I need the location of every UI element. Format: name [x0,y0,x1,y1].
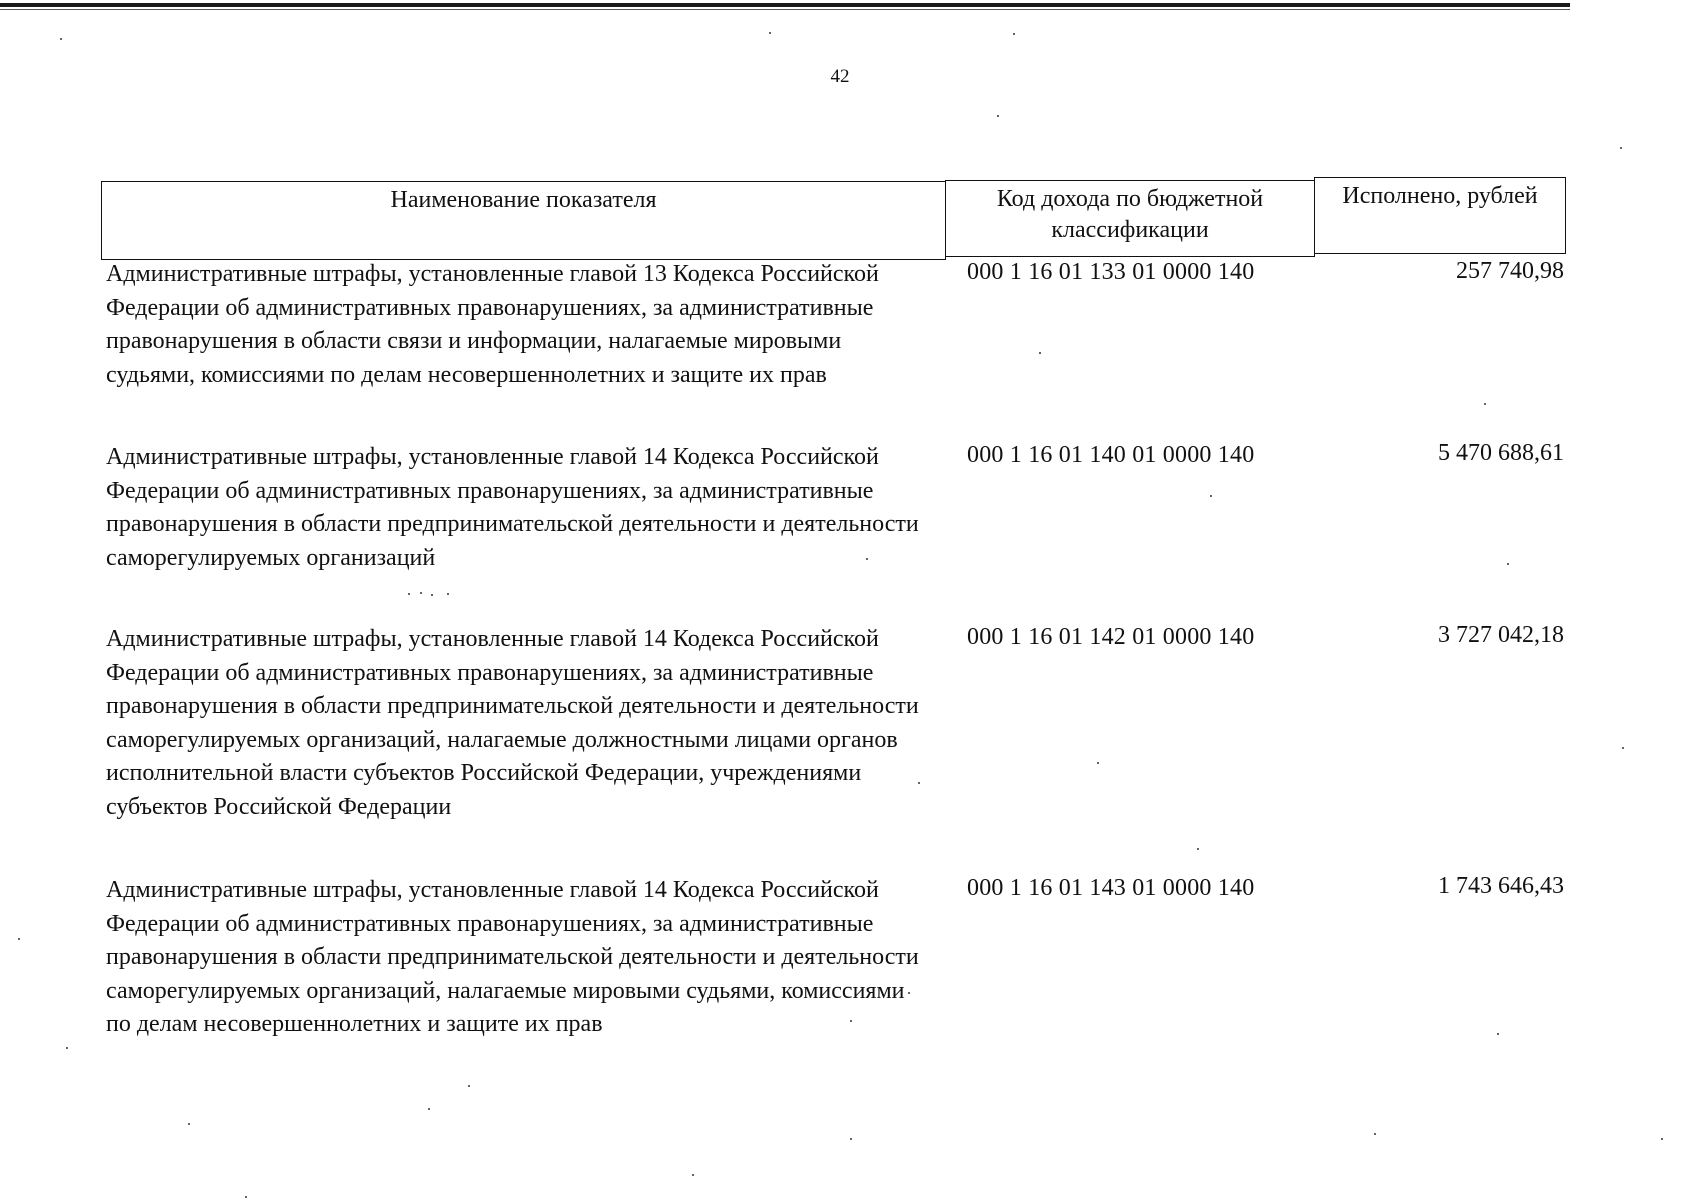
scan-speck [408,593,410,595]
top-border-line-thin [0,9,1570,10]
scan-speck [1622,747,1624,749]
scan-speck [1507,563,1509,565]
scan-speck [428,1108,430,1110]
column-header-code: Код дохода по бюджетной классификации [945,180,1315,257]
executed-amount: 3 727 042,18 [1438,622,1564,648]
scan-speck [850,1138,852,1140]
revenue-code: 000 1 16 01 140 01 0000 140 [967,442,1255,468]
top-border-line [0,3,1570,7]
scan-speck [997,115,999,117]
scan-speck [18,938,20,940]
indicator-name: Административные штрафы, установленные главой 13 Кодекса Российской Федерации об административных правонарушениях, за административные правонарушения в области связи и информации, налагаемые мировыми судьями, комиссиями по делам несовершеннолетних и защите их прав [106,261,879,388]
scan-speck [420,592,422,594]
scan-speck [1097,762,1099,764]
executed-amount: 1 743 646,43 [1438,873,1564,899]
scan-speck [245,1196,247,1198]
scan-speck [1661,1138,1663,1140]
scan-speck [1013,33,1015,35]
executed-amount: 257 740,98 [1456,258,1564,284]
indicator-name: Административные штрафы, установленные главой 14 Кодекса Российской Федерации об административных правонарушениях, за административные правонарушения в области предпринимательской деятельности и деятельности саморегулируемых организаций, налагаемые мировыми судьями, комиссиями по делам несовершеннолетних и защите их прав [106,877,919,1037]
scan-speck [1620,147,1622,149]
scan-speck [1039,352,1041,354]
scan-speck [60,38,62,40]
scan-speck [66,1047,68,1049]
scan-speck [447,593,449,595]
scan-speck [1210,495,1212,497]
scan-speck [431,594,433,596]
indicator-name: Административные штрафы, установленные главой 14 Кодекса Российской Федерации об административных правонарушениях, за административные правонарушения в области предпринимательской деятельности и деятельности саморегулируемых организаций, налагаемые должностными лицами органов исполнительной власти субъектов Российской Федерации, учреждениями субъектов Российской Федерации [106,626,919,820]
page-number: 42 [830,66,850,87]
revenue-code: 000 1 16 01 142 01 0000 140 [967,624,1255,650]
indicator-name: Административные штрафы, установленные главой 14 Кодекса Российской Федерации об административных правонарушениях, за административные правонарушения в области предпринимательской деятельности и деятельности саморегулируемых организаций [106,444,919,571]
scan-speck [468,1085,470,1087]
column-header-amount: Исполнено, рублей [1314,177,1566,254]
scan-speck [769,32,771,34]
scan-speck [850,1020,852,1022]
revenue-code: 000 1 16 01 133 01 0000 140 [967,259,1255,285]
scan-speck [1374,1133,1376,1135]
scan-speck [1197,848,1199,850]
scan-speck [908,992,910,994]
revenue-code: 000 1 16 01 143 01 0000 140 [967,875,1255,901]
scan-speck [692,1174,694,1176]
scan-speck [1497,1033,1499,1035]
scan-speck [188,1123,190,1125]
scan-speck [1484,403,1486,405]
scan-speck [866,558,868,560]
executed-amount: 5 470 688,61 [1438,440,1564,466]
column-header-name: Наименование показателя [101,181,946,260]
scan-speck [918,782,920,784]
